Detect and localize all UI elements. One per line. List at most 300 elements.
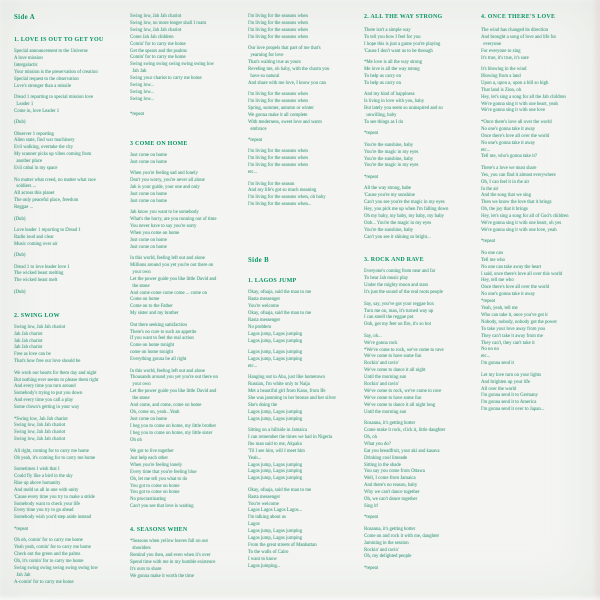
lyric-line: Swing low, no more longer shall I roam bbox=[130, 20, 207, 26]
verse bbox=[14, 95, 126, 116]
verse bbox=[130, 256, 242, 318]
lyric-line: *repeat bbox=[364, 515, 379, 521]
lyric-line: Lagos jump, Lagos jumping bbox=[248, 331, 303, 337]
verse bbox=[14, 538, 126, 586]
lyric-line: Jah Jah bbox=[14, 572, 31, 578]
lyric-line: Oh, my delighted people bbox=[364, 554, 412, 560]
lyric-line: We're gonna sing it with one love, yeah bbox=[481, 227, 557, 233]
lyric-line: Lagos jump, Lagos jumping bbox=[248, 469, 303, 475]
lyric-line: Tell me, who's gonna take it? bbox=[481, 154, 537, 160]
lyric-line: We've come to dance it all night bbox=[364, 368, 426, 374]
lyric-line: And come come come come ... come on bbox=[130, 290, 207, 296]
lyric-line: Hey, you pick me up when I'm falling down bbox=[364, 206, 449, 212]
lyric-line: Lagos jump, Lagos jumping bbox=[248, 349, 303, 355]
lyric-line: It's true, it's true, it's sure bbox=[481, 55, 529, 61]
lyric-line: Say, oh... bbox=[364, 333, 382, 339]
lyric-line: (Dub) bbox=[14, 216, 26, 222]
lyric-line: You're welcome bbox=[248, 303, 279, 309]
lyric-line: another place bbox=[14, 159, 43, 165]
lyric-line: Lagos jump, Lagos jumping bbox=[248, 356, 303, 362]
lyric-line: Come on to the Father bbox=[130, 304, 173, 310]
lyric-line: Swing low... bbox=[130, 89, 154, 95]
scan-edge-bottom bbox=[0, 594, 600, 600]
verse bbox=[130, 539, 242, 580]
song-title: 2. SWING LOW bbox=[14, 312, 60, 319]
lyric-line: Just come on home bbox=[130, 198, 167, 204]
lyric-line: It's blowing in the wind bbox=[481, 67, 527, 73]
verse bbox=[130, 210, 242, 251]
lyric-line: Just come on home bbox=[130, 244, 167, 250]
lyric-line: My scanner picks up vibes coming from bbox=[14, 152, 92, 158]
lyric-line: Swing your chariot to carry me home bbox=[130, 76, 202, 82]
lyric-line: Drinking cool limeade bbox=[364, 455, 408, 461]
lyric-line: You're welcome bbox=[248, 501, 279, 507]
verse bbox=[248, 375, 360, 423]
lyric-line: Oh, we can't dance together bbox=[364, 497, 418, 503]
lyric-line: Hanging out in Aba, just like hometown bbox=[248, 375, 325, 381]
lyric-line: Our love propels that part of me that's bbox=[248, 46, 321, 52]
verse bbox=[364, 28, 476, 56]
lyric-line: Rasta messenger bbox=[248, 317, 281, 323]
lyric-line: your own bbox=[130, 382, 151, 388]
verse bbox=[481, 28, 593, 63]
lyric-line: Leader 1 bbox=[14, 101, 34, 107]
lyric-line: And brought a song of love and life for bbox=[481, 34, 557, 40]
lyric-line: Everyone's coming from near and far bbox=[364, 269, 436, 275]
lyric-line: Lagos bbox=[248, 522, 260, 528]
lyric-line: We got to live together bbox=[130, 449, 174, 455]
lyric-line: To the walls of Cairo bbox=[248, 549, 289, 555]
lyric-line: No one can take away the heart bbox=[481, 264, 542, 270]
lyrics-column-5 bbox=[481, 14, 593, 414]
verse bbox=[364, 143, 476, 171]
lyric-line: Out there seeking satisfaction bbox=[130, 322, 187, 328]
lyric-line: Okay, ofuaja, said the man to me bbox=[248, 310, 312, 316]
verse bbox=[14, 325, 126, 366]
lyric-line: You're the sunshine, baby bbox=[364, 156, 414, 162]
song-title: 3. ROCK AND RAVE bbox=[364, 257, 424, 264]
lyric-line: We gonna make it worth the time bbox=[130, 573, 194, 579]
lyric-line: Oh my baby, my baby, my baby, my baby bbox=[364, 213, 444, 219]
lyric-line: 'Cause every time you try to make a stride bbox=[14, 494, 95, 500]
lyric-line: Lagos jump, Lagos jumping bbox=[248, 462, 303, 468]
lyric-line: I can smell the reggae pot bbox=[364, 315, 414, 321]
lyric-line: the stone bbox=[130, 396, 150, 402]
lyric-line: You got to come on home bbox=[130, 490, 180, 496]
lyric-line: Get the spears and the psalms bbox=[130, 48, 187, 54]
lyric-line: I'm living for the seasons when bbox=[248, 27, 308, 33]
lyric-line: You're the sunshine, baby bbox=[364, 227, 414, 233]
verse bbox=[364, 566, 476, 573]
lyric-line: 'Cause you're my sunshine bbox=[364, 193, 415, 199]
lyric-line: Hey, let's sing a song for all the Jah children bbox=[481, 94, 566, 100]
verse bbox=[14, 371, 126, 412]
verse bbox=[130, 153, 242, 167]
lyric-line: Under the mighty moon and stars bbox=[364, 283, 429, 289]
lyric-line: Come on and rock it with me, daughter bbox=[364, 533, 440, 539]
lyric-line: And the song that we sing bbox=[481, 193, 531, 199]
lyric-line: Oh, let me tell you what to do bbox=[130, 476, 188, 482]
lyric-line: Oh oh, comin' for to carry me home bbox=[14, 538, 83, 544]
song-title: 3 COME ON HOME bbox=[130, 140, 188, 147]
lyric-line: You say you come from Ottawa bbox=[364, 469, 425, 475]
verse bbox=[248, 46, 360, 87]
lyric-line: Ooh, got my feet on fire, it's so hot bbox=[364, 322, 431, 328]
lyric-line: Oh, oh bbox=[364, 434, 378, 440]
lyric-line: Dread 1 reporting to special mission love bbox=[14, 94, 94, 100]
lyric-line: *repeat bbox=[364, 174, 379, 180]
verse bbox=[14, 253, 126, 260]
lyric-line: And every time you turn around bbox=[14, 384, 76, 390]
verse bbox=[248, 350, 360, 371]
lyric-line: embrace bbox=[248, 126, 267, 132]
lyric-line: You're the magic in my eyes bbox=[364, 163, 419, 169]
lyric-line: Evil walking, overtake the city bbox=[14, 145, 74, 151]
lyric-line: And brighten up your life bbox=[481, 379, 531, 385]
lyric-line: (Dub) bbox=[14, 120, 26, 126]
verse bbox=[130, 171, 242, 206]
lyric-line: Check out the green and the palms bbox=[14, 551, 81, 557]
lyric-line: You're the sunshine, baby bbox=[364, 142, 414, 148]
verse bbox=[130, 14, 242, 104]
lyric-line: We're gonna sing it with one love bbox=[481, 108, 546, 114]
lyric-line: *repeat bbox=[481, 239, 496, 245]
lyric-line: Eat you breadfruit, your aki and kasava bbox=[364, 448, 440, 454]
lyric-line: Rockin' and ravin' bbox=[364, 361, 399, 367]
lyric-line: Everything gonna be all right bbox=[130, 357, 187, 363]
lyric-line: Sometimes I wish that I bbox=[14, 467, 60, 472]
lyric-line: But lately you seem so uninspired and so bbox=[364, 106, 443, 112]
lyric-line: Until the morning sun bbox=[364, 375, 407, 381]
song-title: 1. LOVE IS OUT TO GET YOU bbox=[14, 37, 104, 43]
lyric-line: I hope this is just a game you're playing bbox=[364, 41, 441, 47]
lyric-line: When you're feeling sad and lonely bbox=[130, 171, 198, 176]
lyric-line: We've come to have some fun bbox=[364, 354, 422, 360]
lyric-line: Somebody want to check your life bbox=[14, 501, 80, 507]
verse bbox=[248, 290, 360, 345]
lyric-line: Swing swing swing swing swing swing low bbox=[14, 565, 98, 571]
lyric-line: No no no bbox=[481, 347, 499, 353]
lyric-line: everyone bbox=[481, 41, 501, 47]
lyric-line: Why we can't dance together bbox=[364, 490, 420, 496]
lyric-line: Love's stronger than a missile bbox=[14, 83, 72, 89]
verse bbox=[130, 112, 242, 119]
lyric-line: Ooh... You're the magic in my eyes bbox=[364, 220, 432, 226]
lyric-line: That's waiting true as yours bbox=[248, 59, 301, 65]
lyric-line: Upon a, upon a, upon a hill so high bbox=[481, 80, 549, 86]
lyric-line: Then we know the love that it brings bbox=[481, 200, 552, 206]
lyric-line: *repeat bbox=[364, 131, 379, 137]
song-title: 4. SEASONS WHEN bbox=[130, 527, 188, 534]
verse bbox=[14, 217, 126, 224]
verse bbox=[364, 60, 476, 88]
lyric-line: Don't you worry, you're never all alone bbox=[130, 177, 205, 183]
lyric-line: Swing low, Jah Jah chariot bbox=[14, 437, 66, 443]
lyric-line: From the great streets of Manhattan bbox=[248, 542, 317, 548]
lyric-line: Just come on home bbox=[130, 152, 167, 158]
lyric-line: To take your love away from you bbox=[481, 326, 545, 332]
lyric-line: *We've come to rock, we've come to rave bbox=[364, 347, 444, 353]
lyrics-column-2 bbox=[130, 14, 242, 581]
lyric-line: And meld us all in one with unity bbox=[14, 487, 79, 493]
lyric-line: Okay, ofuaja, said the man to me bbox=[248, 290, 312, 296]
verse bbox=[248, 182, 360, 210]
song-title: 4. ONCE THERE'S LOVE bbox=[481, 14, 556, 20]
lyric-line: yearning for love bbox=[248, 53, 284, 59]
lyric-line: shoulders bbox=[130, 546, 151, 552]
lyric-line: In this world, feeling left out and alone bbox=[130, 368, 205, 374]
lyric-line: 'Til I see him, will I meet him bbox=[248, 448, 305, 454]
lyric-line: Nobody, nobody, nobody got the power bbox=[481, 319, 557, 325]
lyric-line: We've come to have some fun bbox=[364, 395, 422, 401]
lyric-line: You're the magic in my eyes bbox=[364, 149, 419, 155]
lyric-line: Somebody wish you'd step aside instead bbox=[14, 515, 92, 521]
lyric-line: Who can take it, once you've got it bbox=[481, 312, 548, 318]
lyric-line: Lagos jump, Lagos jumping bbox=[248, 416, 303, 422]
lyric-line: I'm living for the seasons when bbox=[248, 14, 308, 19]
lyric-line: Lagos jump, Lagos jumping bbox=[248, 529, 303, 535]
lyric-line: Millions around you yet you're out there on bbox=[130, 262, 214, 268]
lyric-line: Just come on home bbox=[130, 159, 167, 165]
lyric-line: A love mission bbox=[14, 55, 43, 61]
lyric-line: Jah Jah bbox=[130, 69, 147, 75]
verse bbox=[364, 269, 476, 297]
lyric-line: Oh yeah, it's coming for to carry me home bbox=[14, 455, 96, 461]
lyric-line: Come on home bbox=[130, 297, 160, 303]
lyric-line: Just come on home bbox=[130, 237, 167, 243]
verse bbox=[130, 369, 242, 445]
lyric-line: Swing low, Jah Jah chariot bbox=[130, 14, 182, 19]
lyric-line: There's a love we must share bbox=[481, 165, 537, 171]
lyric-line: Reggae ... bbox=[14, 205, 34, 211]
lyric-line: Blowing from a land bbox=[481, 73, 521, 79]
lyric-line: Can't you see it shining so bright... bbox=[364, 234, 431, 240]
lyric-line: When you're feeling lonely bbox=[130, 462, 183, 468]
lyric-line: What's the hurry, are you running out of time bbox=[130, 216, 217, 222]
lyric-line: Radio loud and clear bbox=[14, 234, 54, 240]
lyric-line: Swing swing swing swing swing swing low bbox=[130, 62, 214, 68]
lyric-line: To help us carry on bbox=[364, 80, 401, 86]
lyric-line: Yeah... bbox=[248, 455, 262, 461]
lyric-line: No one's gonna take it away bbox=[481, 126, 536, 132]
verse bbox=[14, 467, 126, 522]
lyric-line: *repeat bbox=[481, 299, 496, 305]
lyric-line: Russian, I'm white only to Naija bbox=[248, 382, 310, 388]
lyric-line: We've come to dance it all night long bbox=[364, 402, 436, 408]
verse bbox=[14, 120, 126, 127]
scan-edge-right bbox=[592, 0, 600, 600]
lyric-line: I'm gonna send it to Germany bbox=[481, 393, 538, 399]
lyric-line: I'm living for the seasons when bbox=[248, 20, 308, 26]
lyric-line: No one's gonna take it away bbox=[481, 292, 536, 298]
lyric-line: Rockin' and ravin' bbox=[364, 547, 399, 553]
lyric-line: Sitting in the shade bbox=[364, 462, 401, 468]
lyric-line: She's doing the bbox=[248, 402, 278, 408]
lyric-line: Hey, let's sing a song for all of God's children bbox=[481, 214, 569, 220]
verse bbox=[364, 175, 476, 182]
verse bbox=[248, 92, 360, 133]
lyric-line: The wicked beast melt bbox=[14, 278, 58, 284]
lyrics-column-1 bbox=[14, 14, 126, 587]
lyric-line: I'm living for the seasons when, oh baby bbox=[248, 195, 326, 201]
lyric-line: We gonna make it all complete bbox=[248, 112, 308, 118]
verse bbox=[481, 239, 593, 246]
lyric-line: Tell me who bbox=[481, 257, 505, 263]
lyric-line: I'm gonna send it over to Japan... bbox=[481, 407, 545, 413]
lyric-line: *repeat bbox=[130, 111, 145, 117]
song-title: 1. LAGOS JUMP bbox=[248, 278, 297, 285]
lyric-line: Sing it! bbox=[364, 503, 379, 509]
lyric-line: We're gonna sing it with one heart, oh yes bbox=[481, 221, 562, 227]
lyric-line: *repeat bbox=[248, 138, 263, 143]
verse bbox=[14, 290, 126, 297]
lyric-line: The only peaceful place, freedom bbox=[14, 198, 79, 204]
lyric-line: Spend time with me in my humble existence bbox=[130, 559, 216, 565]
verse bbox=[364, 421, 476, 511]
lyric-line: We're gonna sing it with one heart, yeah bbox=[481, 101, 558, 107]
side-heading: Side A bbox=[14, 14, 36, 21]
lyric-line: Intergalactic bbox=[14, 62, 38, 68]
lyric-line: I'm living for the seasons when bbox=[248, 98, 308, 104]
lyric-line: Sitting on a hillside in Jamaica bbox=[248, 427, 308, 433]
verse bbox=[14, 417, 126, 445]
lyric-line: I'm living for the seasons when bbox=[248, 163, 308, 169]
lyric-line: And come, and come, come on home bbox=[130, 403, 202, 409]
lyric-line: I'm living for the season bbox=[248, 181, 295, 187]
lyrics-column-3 bbox=[248, 14, 360, 571]
lyric-line: Swing low... bbox=[130, 96, 154, 102]
verse bbox=[248, 14, 360, 42]
lyric-line: Say, say, you've got your reggae box bbox=[364, 301, 435, 307]
verse bbox=[14, 132, 126, 173]
lyric-line: No problem bbox=[248, 324, 272, 330]
lyric-line: That's how free our love should be bbox=[14, 359, 81, 365]
lyric-line: We work our hearts for them day and night bbox=[14, 370, 97, 376]
lyric-line: have so natural bbox=[248, 73, 280, 79]
lyric-line: Some clown's getting in your way bbox=[14, 405, 80, 411]
lyric-line: I beg you to come on home, my little brother bbox=[130, 423, 217, 429]
lyric-line: In this world, feeling left out and alone bbox=[130, 255, 205, 261]
lyric-line: I'm living for the seasons when bbox=[248, 149, 308, 155]
lyric-line: My sister and my brother bbox=[130, 311, 179, 317]
lyric-line: Swing low, Jah Jah chariot bbox=[130, 27, 182, 33]
lyric-line: There isn't a simple way bbox=[364, 28, 411, 33]
lyric-line: Oh, the joy that it brings bbox=[481, 207, 528, 213]
lyric-line: Until the morning sun bbox=[364, 409, 407, 415]
lyric-line: And every time you call a play bbox=[14, 398, 74, 404]
lyric-line: Dread 1 to love leader love 1 bbox=[14, 264, 70, 270]
verse bbox=[248, 488, 360, 571]
lyric-line: Lagos jump, Lagos jumping bbox=[248, 338, 303, 344]
lyric-line: Jah Jah chariot bbox=[14, 345, 43, 351]
verse bbox=[364, 515, 476, 522]
lyric-line: Music coming over air bbox=[14, 241, 58, 247]
lyric-line: Swing low, Jah Jah chariot bbox=[14, 324, 66, 330]
lyric-line: come on home tonight bbox=[130, 350, 174, 356]
lyric-line: When you come on home bbox=[130, 230, 180, 236]
lyric-line: Every time that you're feeling blue bbox=[130, 469, 197, 475]
lyric-line: Love leader 1 reporting to Dread 1 bbox=[14, 227, 81, 233]
lyric-line: (Dub) bbox=[14, 289, 26, 295]
lyric-line: I can remember the times we had in Nigeria bbox=[248, 434, 333, 440]
lyric-line: And my life's got so much meaning bbox=[248, 188, 317, 194]
lyric-line: To hear Jah music play bbox=[364, 276, 409, 282]
lyric-line: Come on home tonight bbox=[130, 343, 175, 349]
lyric-line: *repeat bbox=[364, 565, 379, 571]
lyric-line: Oh, I can feel it in the air bbox=[481, 179, 530, 185]
lyric-line: Yeah, yeah, tell me bbox=[481, 306, 518, 312]
lyric-line: Thousands around you yet you're out there on bbox=[130, 375, 218, 381]
lyric-line: Special announcement to the Universe bbox=[14, 49, 88, 54]
lyric-line: Jamming in the session bbox=[364, 540, 409, 546]
lyric-line: There's no cure to such an appetite bbox=[130, 329, 197, 335]
lyric-line: Remind you then, and even when it's over bbox=[130, 553, 211, 558]
verse bbox=[130, 323, 242, 364]
lyric-line: Oh, it's comin' for to carry me home bbox=[14, 558, 84, 564]
lyric-line: Let the power guide you like little David and bbox=[130, 389, 217, 395]
lyric-line: I'm living for the seasons when bbox=[248, 156, 308, 162]
lyric-line: Once there's love all over the world bbox=[481, 133, 550, 139]
lyric-line: She was jamming in her bronze and her silver bbox=[248, 395, 336, 401]
lyric-line: your own bbox=[130, 269, 151, 275]
lyric-line: But nothing ever seems to please them right bbox=[14, 377, 99, 383]
lyric-line: Rasta messenger bbox=[248, 494, 281, 500]
lyric-line: Jah know you want to be somebody bbox=[130, 210, 199, 216]
lyric-line: Come in, love Leader 1 bbox=[14, 108, 60, 114]
verse bbox=[248, 149, 360, 177]
lyric-line: soldiers ... bbox=[14, 184, 37, 190]
lyric-line: I'm living for the seasons when... bbox=[248, 202, 312, 208]
lyric-line: Come make it rock, click it, little daughter bbox=[364, 428, 446, 433]
lyric-line: Rosanna, it's getting hotter bbox=[364, 421, 416, 427]
lyric-line: Me love is all the way strong bbox=[364, 67, 420, 73]
lyric-line: 'Cause I don't want us to be through bbox=[364, 48, 433, 54]
lyric-line: Could fly like a bird in the sky bbox=[14, 473, 73, 479]
lyric-line: You got to come on home bbox=[130, 483, 180, 489]
lyric-line: Rockin' and ravin' bbox=[364, 382, 399, 388]
lyric-line: *Swing low, Jah Jah chariot bbox=[14, 416, 68, 422]
lyric-line: What you do? bbox=[364, 441, 391, 447]
lyric-line: *Seasons when yellow leaves fall on our bbox=[130, 539, 209, 545]
lyric-line: No one's gonna take it away bbox=[481, 140, 536, 146]
verse bbox=[14, 449, 126, 463]
lyric-line: I'm gonna send it bbox=[481, 361, 514, 367]
lyric-line: All the way strong, babe bbox=[364, 186, 412, 192]
lyric-line: It's ours to share bbox=[130, 566, 162, 572]
lyric-line: Lagos jump, Lagos jumping bbox=[248, 409, 303, 415]
lyric-line: For everyone to sing bbox=[481, 48, 521, 54]
lyric-line: Jah Jah chariot bbox=[14, 338, 43, 344]
lyric-line: To see things as I do bbox=[364, 119, 404, 125]
lyric-line: I'm living for the seasons when bbox=[248, 92, 308, 98]
lyric-line: Somebody's trying to put you down bbox=[14, 391, 83, 397]
lyric-line: Come Jah Jah children bbox=[130, 34, 174, 40]
lyric-line: Reveling me, oh baby, with the charm you bbox=[248, 66, 330, 72]
verse bbox=[481, 251, 593, 368]
lyric-line: unwilling, baby bbox=[364, 112, 397, 118]
lyric-line: I'm talking about us bbox=[248, 515, 287, 521]
lyric-line: Just come on home bbox=[130, 191, 167, 197]
lyric-line: etc... bbox=[481, 147, 491, 153]
lyric-line: That land is Zion, oh bbox=[481, 87, 522, 93]
lyric-line: Lagos jumping... bbox=[248, 563, 281, 569]
lyric-line: Ibo man said to me, Akpako bbox=[248, 441, 303, 447]
lyric-line: (Dub) bbox=[14, 253, 26, 259]
lyric-line: With tenderness, sweet love and warm bbox=[248, 119, 322, 125]
verse bbox=[248, 138, 360, 145]
lyric-line: Oh oh bbox=[130, 437, 142, 443]
lyric-line: Observer 1 reporting bbox=[14, 131, 54, 137]
